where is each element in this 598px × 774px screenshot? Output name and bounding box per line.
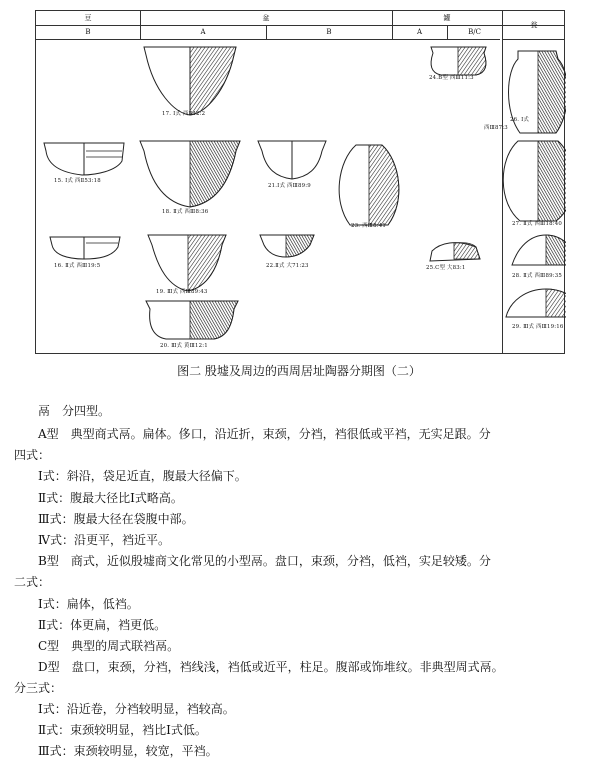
pottery-figure <box>35 10 565 354</box>
header-weng: 瓮 <box>530 21 538 29</box>
text-line: B型 商式，近似殷墟商文化常见的小型鬲。盘口，束颈，分裆，低裆，实足较矮。分 <box>38 554 491 568</box>
pot-27 <box>503 141 566 221</box>
caption-pot-25: 25.C型 大83:1 <box>426 265 466 271</box>
subheader-pen-a: A <box>200 28 206 36</box>
text-line: Ⅱ式：体更扁，裆更低。 <box>38 618 167 632</box>
subheader-guan-a: A <box>416 28 423 36</box>
caption-pot-26-b: 西Ⅲ87:3 <box>484 125 508 131</box>
subheader-guan-bc: B/C <box>468 28 481 36</box>
pot-24 <box>431 47 486 75</box>
text-line: 二式： <box>14 575 51 589</box>
header-pen: 盆 <box>262 14 270 22</box>
caption-pot-15: 15. Ⅰ式 西Ⅱ53:18 <box>54 178 101 184</box>
caption-pot-27: 27. Ⅱ式 西Ⅲ18:40 <box>512 221 562 227</box>
caption-pot-29: 29. Ⅲ式 西Ⅲ19:16 <box>512 324 564 330</box>
caption-pot-23: 23. 西Ⅲ8:41 <box>351 223 386 229</box>
text-line: 分三式： <box>14 681 63 695</box>
text-line: Ⅱ式：腹最大径比Ⅰ式略高。 <box>38 491 183 505</box>
text-line: Ⅰ式：扁体，低裆。 <box>38 597 139 611</box>
caption-pot-19: 19. Ⅲ式 西Ⅲ89:43 <box>156 289 208 295</box>
pot-29 <box>506 289 566 317</box>
subheader-dou-b: B <box>85 28 91 36</box>
pot-15 <box>44 143 124 175</box>
pot-23 <box>339 145 399 225</box>
header-guan: 罐 <box>443 14 451 22</box>
pot-22 <box>260 235 314 257</box>
caption-pot-28: 28. Ⅱ式 西Ⅲ89:35 <box>512 273 562 279</box>
pot-18 <box>140 141 240 207</box>
text-line: Ⅳ式：沿更平，裆近平。 <box>38 533 170 547</box>
caption-pot-16: 16. Ⅱ式 西Ⅲ19:5 <box>54 263 101 269</box>
text-line: Ⅲ式：束颈较明显，较宽，平裆。 <box>38 744 218 758</box>
caption-pot-17: 17. Ⅰ式 西Ⅱ42:2 <box>162 111 206 117</box>
text-line: Ⅰ式：斜沿，袋足近直，腹最大径偏下。 <box>38 469 247 483</box>
subheader-pen-b: B <box>326 28 332 36</box>
text-line: A型 典型商式鬲。扁体。侈口，沿近折，束颈，分裆，裆很低或平裆，无实足跟。分 <box>38 427 491 441</box>
pot-16 <box>50 237 120 259</box>
pot-20 <box>146 301 238 339</box>
pot-28 <box>512 235 566 265</box>
text-line: Ⅰ式：沿近卷，分裆较明显，裆较高。 <box>38 702 235 716</box>
pot-17 <box>144 47 236 115</box>
text-line: 鬲 分四型。 <box>38 404 111 418</box>
text-line: Ⅲ式：腹最大径在袋腹中部。 <box>38 512 194 526</box>
text-line: 四式： <box>14 448 51 462</box>
caption-pot-21: 21.Ⅰ式 西Ⅲ89:9 <box>268 183 311 189</box>
caption-pot-24: 24.B型 西Ⅲ11:3 <box>429 75 474 81</box>
caption-pot-22: 22.Ⅱ式 大71:23 <box>266 263 309 269</box>
text-line: Ⅱ式：束颈较明显，裆比Ⅰ式低。 <box>38 723 207 737</box>
figure-caption: 图二 殷墟及周边的西周居址陶器分期图（二） <box>177 364 421 378</box>
text-line: D型 盘口，束颈，分裆，裆线浅，裆低或近平，柱足。腹部或饰堆纹。非典型周式鬲。 <box>38 660 504 674</box>
caption-pot-26-a: 26. Ⅰ式 <box>510 117 530 123</box>
caption-pot-20: 20. Ⅲ式 黄Ⅲ12:1 <box>160 343 208 349</box>
text-line: C型 典型的周式联裆鬲。 <box>38 639 180 653</box>
pot-19 <box>148 235 226 291</box>
caption-pot-18: 18. Ⅱ式 西Ⅲ8:36 <box>162 209 209 215</box>
header-dou: 豆 <box>84 14 92 22</box>
pot-25 <box>430 243 480 261</box>
pot-21 <box>258 141 326 179</box>
